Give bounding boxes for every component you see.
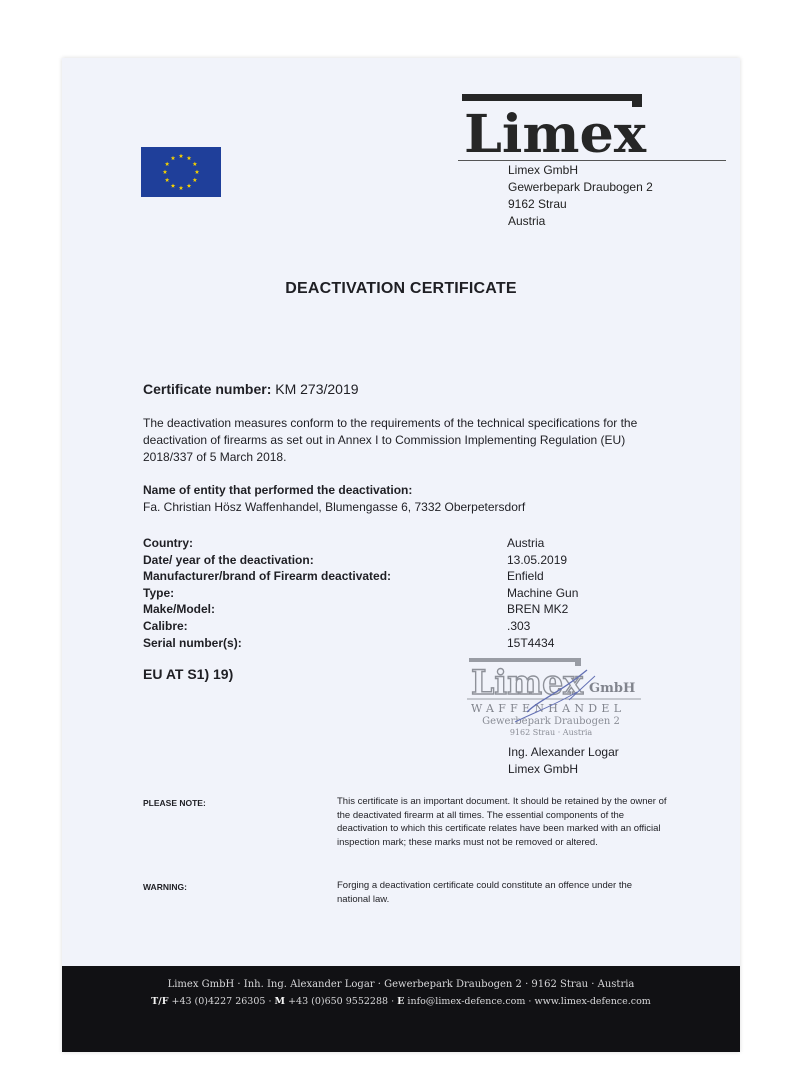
- detail-row: [143, 569, 683, 586]
- footer-address: Limex GmbH · Inh. Ing. Alexander Logar · Gewerbepark Draubogen 2 · 9162 Strau · Austria: [167, 979, 635, 990]
- mobile-value: +43 (0)650 9552288: [288, 996, 389, 1007]
- firearm-details: [143, 536, 683, 652]
- mobile-label: M: [274, 996, 286, 1007]
- detail-row: [143, 536, 683, 553]
- detail-row: [143, 553, 683, 570]
- warning-text: Forging a deactivation certificate could constitute an offence under the national law.: [337, 880, 633, 905]
- company-stamp: [465, 656, 645, 738]
- detail-label: Country:: [143, 536, 193, 550]
- company-street: Gewerbepark Draubogen 2: [508, 180, 653, 194]
- detail-value: .303: [507, 618, 531, 633]
- company-city: 9162 Strau: [508, 197, 567, 211]
- detail-value: Machine Gun: [507, 585, 579, 600]
- please-note-label: PLEASE NOTE:: [143, 798, 206, 808]
- detail-label: Manufacturer/brand of Firearm deactivated:: [143, 569, 392, 584]
- detail-row: [143, 586, 683, 603]
- certificate-number-label: Certificate number:: [143, 381, 272, 397]
- warning-label: WARNING:: [143, 882, 187, 892]
- footer-contacts: T/F +43 (0)4227 26305 · M +43 (0)650 9552288 · E info@limex-defence.com · www.limex-defence.com: [151, 996, 651, 1007]
- svg-text:GmbH: GmbH: [589, 681, 636, 696]
- logo-underline: [458, 160, 726, 161]
- svg-text:Gewerbepark Draubogen 2: Gewerbepark Draubogen 2: [482, 716, 620, 727]
- detail-value: 15T4434: [507, 635, 555, 650]
- svg-text:9162 Strau · Austria: 9162 Strau · Austria: [509, 728, 593, 737]
- phone-fax-label: T/F: [151, 996, 169, 1007]
- detail-row: [143, 636, 683, 653]
- email-label: E: [397, 996, 405, 1007]
- detail-value: BREN MK2: [507, 602, 569, 617]
- detail-row: [143, 619, 683, 636]
- detail-value: Enfield: [507, 569, 544, 584]
- phone-fax-value: +43 (0)4227 26305: [171, 996, 266, 1007]
- entity-value: Fa. Christian Hösz Waffenhandel, Blumengasse 6, 7332 Oberpetersdorf: [143, 500, 526, 514]
- signatory-company: Limex GmbH: [508, 762, 579, 776]
- entity-label: Name of entity that performed the deactivation:: [143, 483, 413, 497]
- detail-label: Date/ year of the deactivation:: [143, 552, 314, 567]
- footer-band: [62, 966, 740, 1052]
- detail-label: Type:: [143, 585, 175, 600]
- please-note-text: This certificate is an important document. It should be retained by the owner of the deactivated firearm at all times. The essential components of the deactivation to which this certificate relates have been marked with an official inspection mark; these marks must not be removed or altered.: [337, 796, 667, 848]
- detail-label: Serial number(s):: [143, 635, 242, 650]
- company-address: [508, 162, 653, 230]
- eu-flag-icon: [141, 147, 221, 197]
- signatory-name: Ing. Alexander Logar: [508, 745, 619, 759]
- conformity-statement: The deactivation measures conform to the requirements of the technical specifications for the deactivation of firearms as set out in Annex I to Commission Implementing Regulation (EU) 2018/337 of 5 March 2018.: [143, 416, 638, 464]
- certificate-sheet: [62, 58, 740, 1052]
- signatory: [508, 744, 619, 778]
- email-value: info@limex-defence.com: [407, 996, 526, 1007]
- company-logo: [458, 94, 658, 156]
- detail-value: Austria: [507, 536, 545, 550]
- website-value: www.limex-defence.com: [534, 996, 651, 1007]
- certificate-number-line: [143, 381, 359, 397]
- certificate-number-value: KM 273/2019: [275, 381, 359, 397]
- svg-text:WAFFENHANDEL: WAFFENHANDEL: [471, 702, 621, 715]
- detail-row: [143, 602, 683, 619]
- svg-text:Limex: Limex: [471, 663, 584, 703]
- svg-text:Limex: Limex: [464, 104, 648, 156]
- company-country: Austria: [508, 214, 546, 228]
- document-title: DEACTIVATION CERTIFICATE: [285, 280, 517, 297]
- detail-label: Make/Model:: [143, 602, 216, 617]
- company-name: Limex GmbH: [508, 163, 579, 177]
- detail-label: Calibre:: [143, 618, 188, 633]
- eu-marking-code: EU AT S1) 19): [143, 666, 234, 682]
- detail-value: 13.05.2019: [507, 552, 568, 567]
